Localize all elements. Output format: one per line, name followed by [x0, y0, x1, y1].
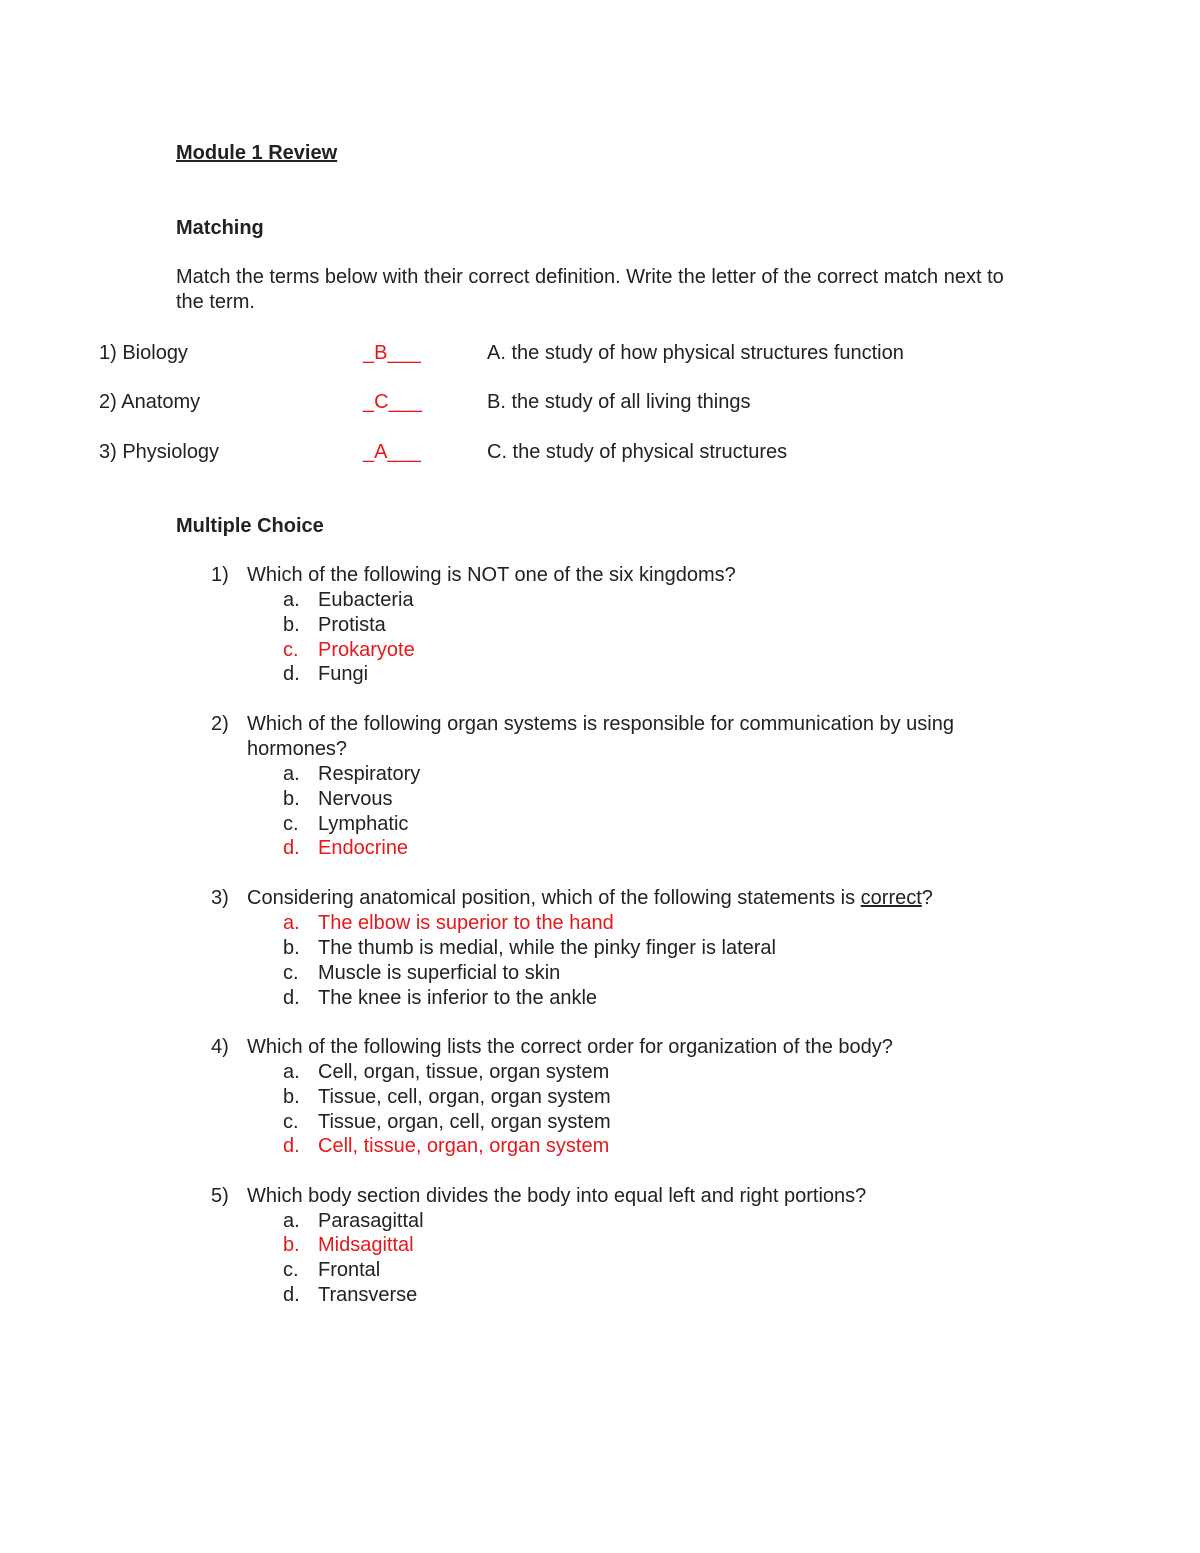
- matching-definition: B. the study of all living things: [487, 391, 751, 413]
- option-item-correct: [0, 836, 1200, 861]
- question-text: [247, 886, 1037, 911]
- option-text: Lymphatic: [318, 813, 409, 835]
- option-item: [0, 936, 1200, 961]
- option-letter: a.: [283, 1061, 300, 1083]
- question-text: Which of the following lists the correct order for organization of the body?: [247, 1036, 893, 1058]
- option-item: [0, 812, 1200, 837]
- matching-row: [0, 341, 1200, 366]
- option-item: [0, 662, 1200, 687]
- question-number: 3): [211, 887, 229, 909]
- option-text: Frontal: [318, 1259, 381, 1281]
- option-letter: d.: [283, 837, 300, 859]
- option-item: [0, 787, 1200, 812]
- matching-term: 1) Biology: [99, 342, 188, 364]
- option-letter: a.: [283, 912, 300, 934]
- option-letter: b.: [283, 937, 300, 959]
- option-text: Fungi: [318, 663, 369, 685]
- option-letter: c.: [283, 1259, 299, 1281]
- option-text: Nervous: [318, 788, 393, 810]
- question-number: 4): [211, 1036, 229, 1058]
- option-text: Cell, organ, tissue, organ system: [318, 1061, 610, 1083]
- option-letter: a.: [283, 1210, 300, 1232]
- option-item-correct: [0, 638, 1200, 663]
- matching-instructions: Match the terms below with their correct definition. Write the letter of the correct match next to the term.: [176, 266, 1004, 313]
- question-number: 2): [211, 713, 229, 735]
- matching-row: [0, 390, 1200, 415]
- matching-definition: C. the study of physical structures: [487, 441, 788, 463]
- option-text: Protista: [318, 614, 386, 636]
- matching-row: [0, 440, 1200, 465]
- option-letter: c.: [283, 813, 299, 835]
- option-letter: d.: [283, 1135, 300, 1157]
- matching-answer: _A___: [363, 441, 421, 463]
- option-letter: b.: [283, 788, 300, 810]
- option-text: The thumb is medial, while the pinky finger is lateral: [318, 937, 776, 959]
- option-letter: b.: [283, 1086, 300, 1108]
- option-item: [0, 961, 1200, 986]
- option-text: Respiratory: [318, 763, 421, 785]
- matching-definition: A. the study of how physical structures function: [487, 342, 904, 364]
- option-item: [0, 762, 1200, 787]
- option-letter: b.: [283, 1234, 300, 1256]
- question-text-main: Considering anatomical position, which of the following statements is: [247, 887, 861, 909]
- question-text: Which body section divides the body into equal left and right portions?: [247, 1185, 867, 1207]
- option-item-correct: [0, 1134, 1200, 1159]
- option-text: Prokaryote: [318, 639, 415, 661]
- question-text-underlined: correct: [860, 887, 922, 909]
- option-text: Tissue, organ, cell, organ system: [318, 1111, 611, 1133]
- option-letter: c.: [283, 639, 299, 661]
- option-text: Eubacteria: [318, 589, 414, 611]
- option-letter: c.: [283, 962, 299, 984]
- matching-answer: _B___: [363, 342, 421, 364]
- option-item: [0, 1060, 1200, 1085]
- multiple-choice-heading: Multiple Choice: [176, 515, 324, 537]
- option-letter: d.: [283, 663, 300, 685]
- option-item: [0, 986, 1200, 1011]
- option-item: [0, 1110, 1200, 1135]
- question-number: 1): [211, 564, 229, 586]
- option-item: [0, 1085, 1200, 1110]
- option-item: [0, 1209, 1200, 1234]
- option-letter: a.: [283, 589, 300, 611]
- matching-term: 3) Physiology: [99, 441, 220, 463]
- option-item: [0, 613, 1200, 638]
- option-item: [0, 1258, 1200, 1283]
- option-text: The elbow is superior to the hand: [318, 912, 614, 934]
- matching-answer: _C___: [363, 391, 422, 413]
- question-text-end: ?: [921, 887, 933, 909]
- option-text: The knee is inferior to the ankle: [318, 987, 598, 1009]
- option-letter: c.: [283, 1111, 299, 1133]
- option-letter: b.: [283, 614, 300, 636]
- option-letter: d.: [283, 987, 300, 1009]
- option-text: Tissue, cell, organ, organ system: [318, 1086, 611, 1108]
- option-text: Midsagittal: [318, 1234, 414, 1256]
- question-number: 5): [211, 1185, 229, 1207]
- page-title: Module 1 Review: [176, 142, 338, 164]
- option-letter: a.: [283, 763, 300, 785]
- question-text: Which of the following is NOT one of the six kingdoms?: [247, 564, 736, 586]
- option-item: [0, 588, 1200, 613]
- option-text: Endocrine: [318, 837, 409, 859]
- matching-term: 2) Anatomy: [99, 391, 201, 413]
- option-item-correct: [0, 1233, 1200, 1258]
- question-text: Which of the following organ systems is responsible for communication by using hormones?: [247, 713, 954, 760]
- option-text: Cell, tissue, organ, organ system: [318, 1135, 610, 1157]
- option-item: [0, 1283, 1200, 1308]
- option-letter: d.: [283, 1284, 300, 1306]
- option-text: Transverse: [318, 1284, 418, 1306]
- option-text: Parasagittal: [318, 1210, 424, 1232]
- option-text: Muscle is superficial to skin: [318, 962, 561, 984]
- matching-heading: Matching: [176, 217, 264, 239]
- option-item-correct: [0, 911, 1200, 936]
